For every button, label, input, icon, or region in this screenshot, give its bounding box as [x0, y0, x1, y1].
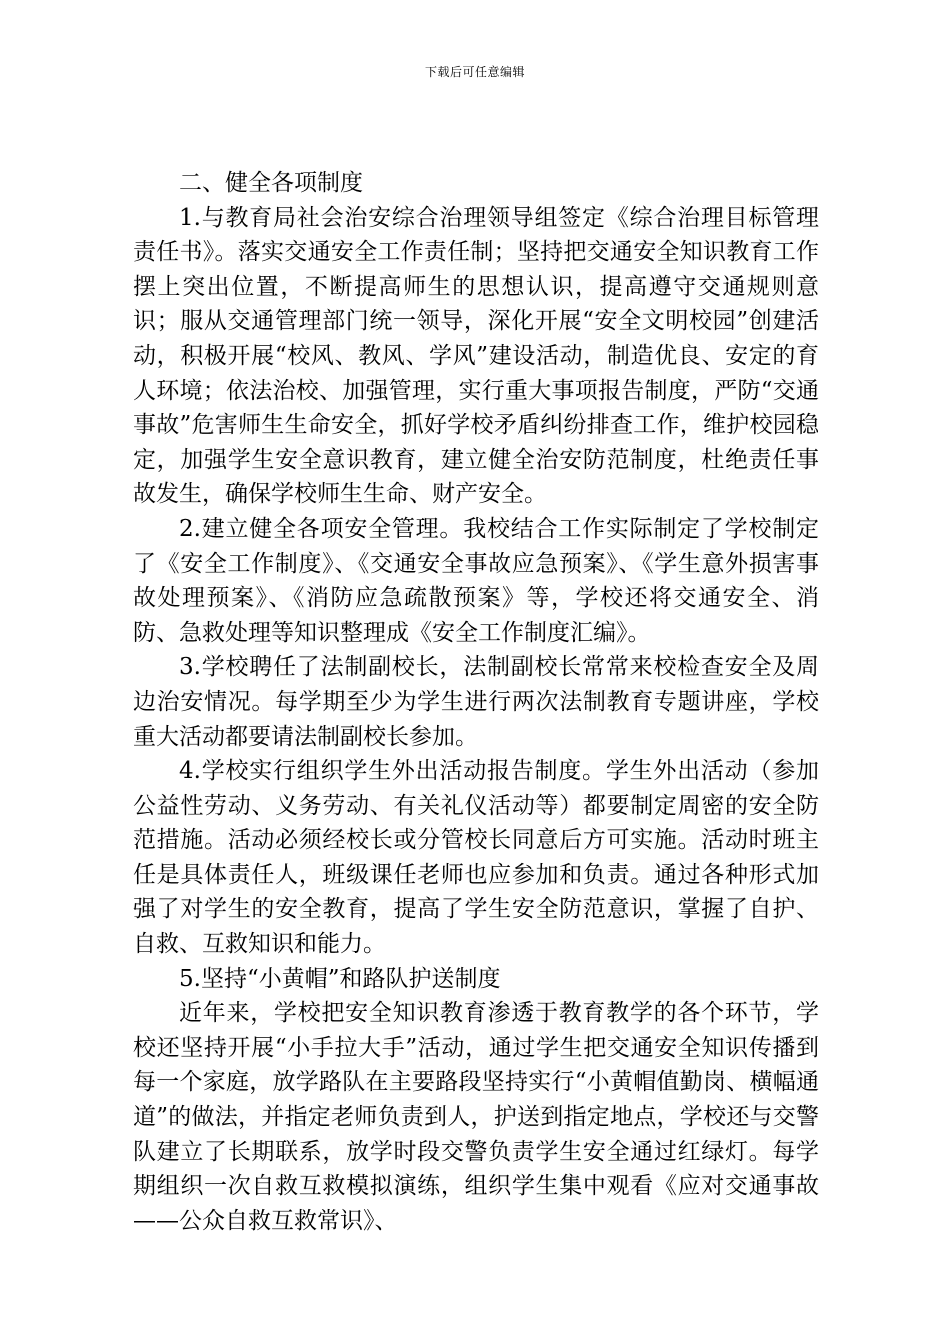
paragraph-6: 近年来，学校把安全知识教育渗透于教育教学的各个环节，学校还坚持开展“小手拉大手”活动，通过学生把交通安全知识传播到每一个家庭，放学路队在主要路段坚持实行“小黄帽值勤岗、横幅通道”的做法，并指定老师负责到人，护送到指定地点，学校还与交警队建立了长期联系，放学时段交警负责学生安全通过红绿灯。每学期组织一次自救互救模拟演练，组织学生集中观看《应对交通事故——公众自救互救常识》、 [133, 1000, 819, 1234]
paragraph-1: 1.与教育局社会治安综合治理领导组签定《综合治理目标管理责任书》。落实交通安全工作责任制；坚持把交通安全知识教育工作摆上突出位置，不断提高师生的思想认识，提高遵守交通规则意识；服从交通管理部门统一领导，深化开展“安全文明校园”创建活动，积极开展“校风、教风、学风”建设活动，制造优良、安定的育人环境；依法治校、加强管理，实行重大事项报告制度，严防“交通事故”危害师生生命安全，抓好学校矛盾纠纷排查工作，维护校园稳定，加强学生安全意识教育，建立健全治安防范制度，杜绝责任事故发生，确保学校师生生命、财产安全。 [133, 204, 819, 508]
paragraph-4: 4.学校实行组织学生外出活动报告制度。学生外出活动（参加公益性劳动、义务劳动、有关礼仪活动等）都要制定周密的安全防范措施。活动必须经校长或分管校长同意后方可实施。活动时班主任是具体责任人，班级课任老师也应参加和负责。通过各种形式加强了对学生的安全教育，提高了学生安全防范意识，掌握了自护、自救、互救知识和能力。 [133, 758, 819, 958]
paragraph-3: 3.学校聘任了法制副校长，法制副校长常常来校检查安全及周边治安情况。每学期至少为学生进行两次法制教育专题讲座，学校重大活动都要请法制副校长参加。 [133, 654, 819, 750]
paragraph-5-heading: 5.坚持“小黄帽”和路队护送制度 [179, 965, 501, 992]
paragraph-2: 2.建立健全各项安全管理。我校结合工作实际制定了学校制定了《安全工作制度》、《交通安全事故应急预案》、《学生意外损害事故处理预案》、《消防应急疏散预案》等，学校还将交通安全、消防、急救处理等知识整理成《安全工作制度汇编》。 [133, 515, 819, 646]
document-body [133, 166, 819, 1238]
section-heading: 二、健全各项制度 [179, 170, 363, 196]
page-header-note: 下载后可任意编辑 [424, 65, 525, 79]
